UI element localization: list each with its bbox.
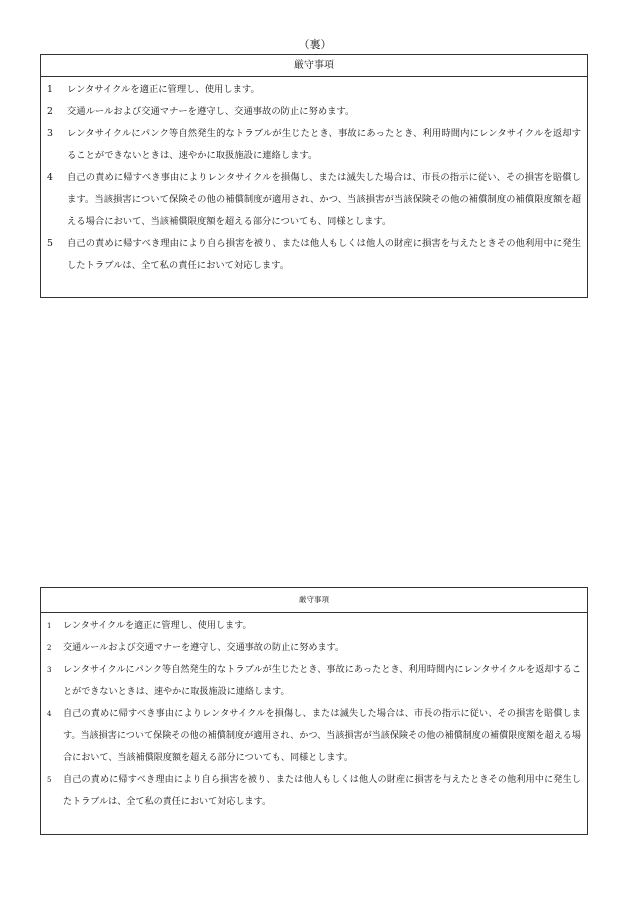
rule-text: 交通ルールおよび交通マナーを遵守し、交通事故の防止に努めます。 — [67, 106, 355, 117]
top-rules-header: 厳守事項 — [41, 55, 587, 77]
rule-number: 4 — [47, 172, 53, 183]
rule-number: 3 — [47, 128, 53, 139]
bottom-rule-item-5 — [41, 769, 587, 813]
rule-text: レンタサイクルを適正に管理し、使用します。 — [67, 84, 260, 95]
top-rules-list — [41, 77, 587, 277]
rule-number: 4 — [47, 710, 52, 718]
bottom-rule-item-4 — [41, 703, 587, 769]
bottom-rule-item-3 — [41, 659, 587, 703]
rule-number: 5 — [47, 776, 52, 784]
rule-text: 交通ルールおよび交通マナーを遵守し、交通事故の防止に努めます。 — [63, 643, 344, 653]
bottom-rules-header: 厳守事項 — [41, 588, 587, 613]
bottom-rule-item-1 — [41, 615, 587, 637]
top-rule-item-3 — [41, 123, 587, 167]
rule-number: 2 — [47, 644, 52, 652]
top-rule-item-1 — [41, 79, 587, 101]
rule-text: レンタサイクルにパンク等自然発生的なトラブルが生じたとき、事故にあったとき、利用時間内にレンタサイクルを返却することができないときは、速やかに取扱施設に連絡します。 — [63, 665, 581, 697]
rule-text: 自己の責めに帰すべき理由により自ら損害を被り、または他人もしくは他人の財産に損害を与えたときその他利用中に発生したトラブルは、全て私の責任において対応します。 — [67, 238, 581, 271]
rule-number: 2 — [47, 106, 53, 117]
rule-text: レンタサイクルを適正に管理し、使用します。 — [63, 621, 252, 631]
rule-text: レンタサイクルにパンク等自然発生的なトラブルが生じたとき、事故にあったとき、利用時間内にレンタサイクルを返却することができないときは、速やかに取扱施設に連絡します。 — [67, 128, 581, 161]
rule-number: 1 — [47, 84, 53, 95]
rule-text: 自己の責めに帰すべき事由によりレンタサイクルを損傷し、または滅失した場合は、市長の指示に従い、その損害を賠償します。当該損害について保険その他の補償制度が適用され、かつ、当該損害が当該保険その他の補償制度の補償限度額を超える場合において、当該補償限度額を超える部分についても、同様とします。 — [67, 172, 581, 227]
bottom-rules-box — [40, 587, 588, 835]
page-side-label: （裏） — [298, 38, 332, 51]
top-rules-box — [40, 54, 588, 298]
top-rule-item-4 — [41, 167, 587, 233]
rule-text: 自己の責めに帰すべき理由により自ら損害を被り、または他人もしくは他人の財産に損害を与えたときその他利用中に発生したトラブルは、全て私の責任において対応します。 — [63, 775, 581, 807]
top-rule-item-5 — [41, 233, 587, 277]
rule-text: 自己の責めに帰すべき事由によりレンタサイクルを損傷し、または滅失した場合は、市長の指示に従い、その損害を賠償します。当該損害について保険その他の補償制度が適用され、かつ、当該損害が当該保険その他の補償制度の補償限度額を超える場合において、当該補償限度額を超える部分についても、同様とします。 — [63, 709, 581, 763]
rule-number: 5 — [47, 238, 53, 249]
rule-number: 3 — [47, 666, 52, 674]
rule-number: 1 — [47, 622, 52, 630]
top-rule-item-2 — [41, 101, 587, 123]
bottom-rule-item-2 — [41, 637, 587, 659]
bottom-rules-list — [41, 613, 587, 813]
